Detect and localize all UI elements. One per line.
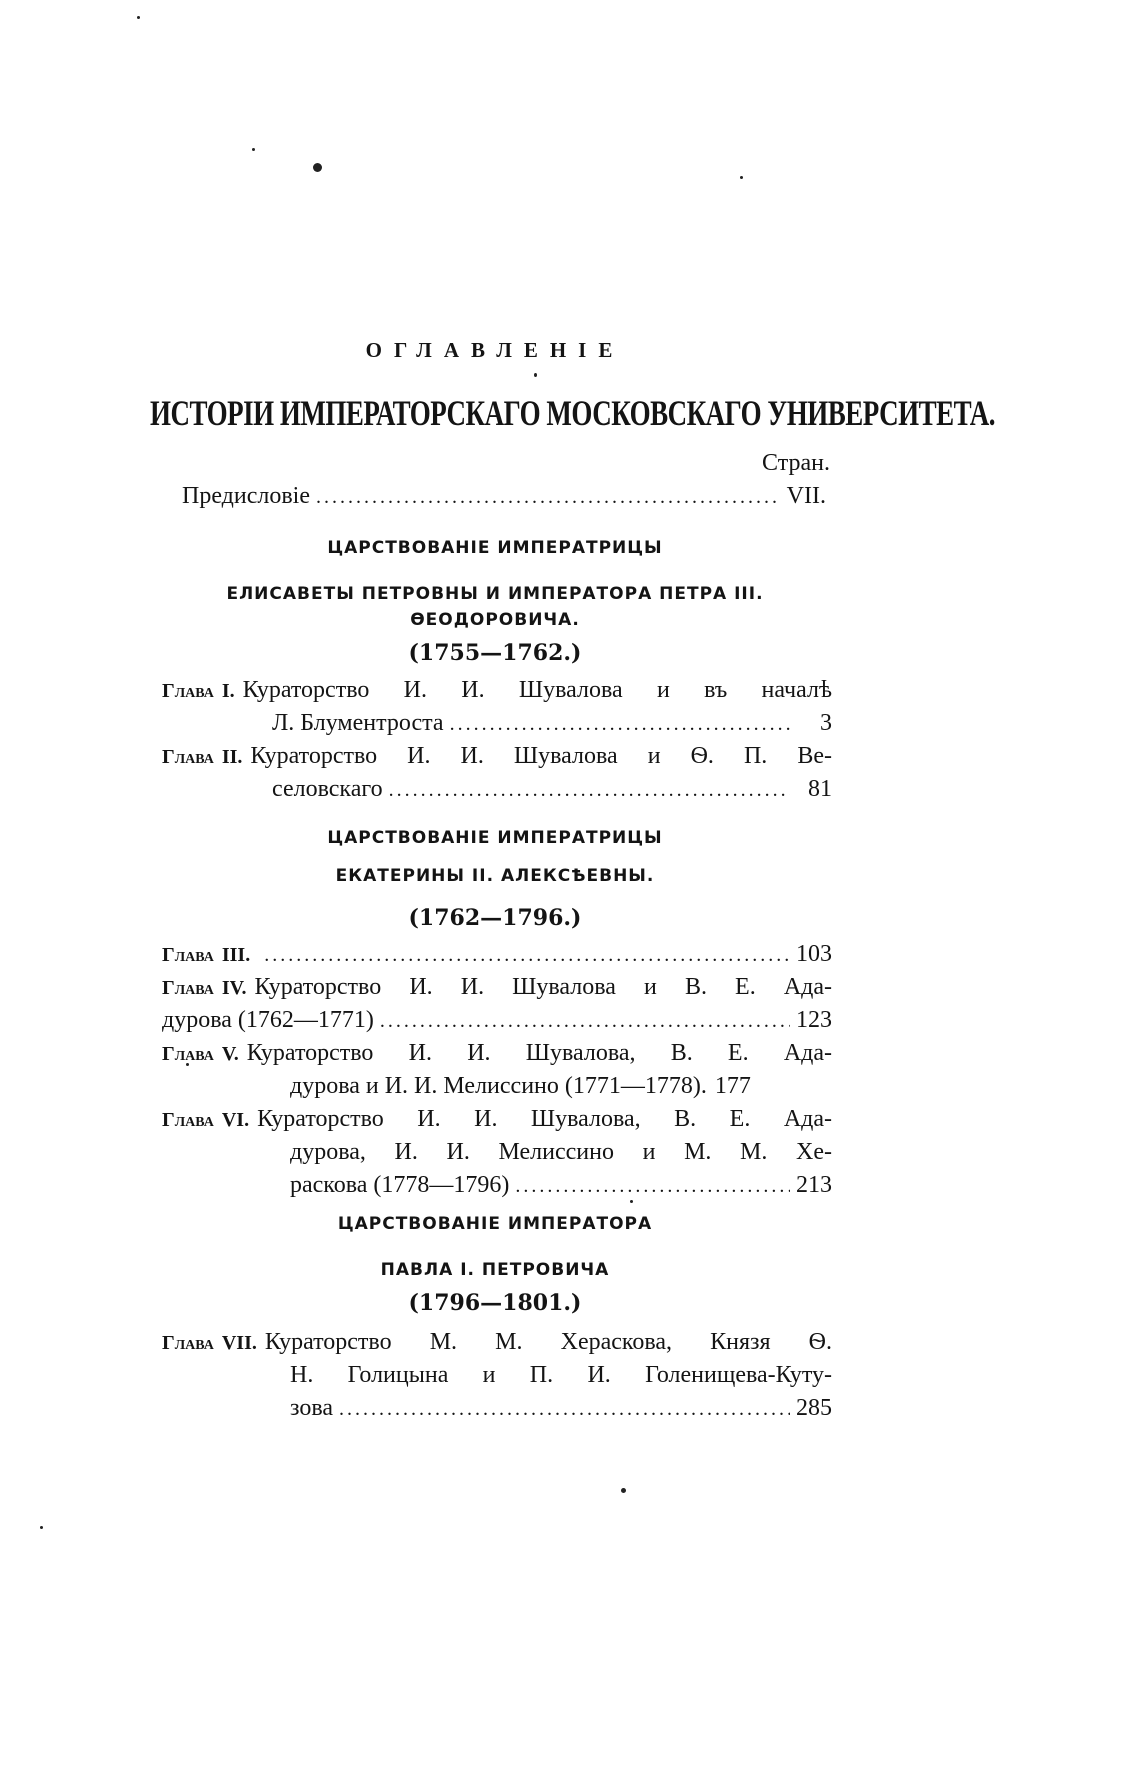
dot-leader	[389, 774, 790, 807]
chapter-page: 81	[808, 776, 832, 802]
chapter-page: 3	[820, 710, 832, 736]
chapter-title-line: дурова (1762—1771)	[162, 1007, 374, 1033]
scan-speck	[137, 16, 140, 19]
chapter-number: II.	[221, 746, 243, 768]
chapter-title-line: селовскаго	[272, 776, 383, 802]
toc-entry-chapter-6	[162, 1103, 832, 1202]
dot-leader	[264, 939, 790, 972]
chapter-word: Глава	[162, 1109, 214, 1131]
chapter-title-line: Кураторство И. И. Шувалова и въ началѣ	[242, 677, 832, 703]
chapter-word: Глава	[162, 1043, 214, 1065]
section-2-ruler: ЕКАТЕРИНЫ II. АЛЕКСѢЕВНЫ.	[335, 866, 655, 886]
toc-entry-preface	[182, 480, 826, 513]
chapter-title-line: Н. Голицына и П. И. Голенищева-Куту-	[290, 1362, 832, 1388]
chapter-title-line: Кураторство И. И. Шувалова, В. Е. Ада-	[246, 1040, 832, 1066]
section-2-years: (1762—1796.)	[408, 905, 582, 931]
section-1-reign: ЦАРСТВОВАНІЕ ИМПЕРАТРИЦЫ	[327, 538, 663, 558]
scan-speck	[534, 373, 537, 377]
chapter-title-line: раскова (1778—1796)	[290, 1172, 510, 1198]
section-1-years: (1755—1762.)	[408, 640, 582, 666]
chapter-number: VII.	[221, 1332, 257, 1354]
chapter-title-line: Кураторство И. И. Шувалова и Ѳ. П. Ве-	[250, 743, 832, 769]
chapter-title-line: Кураторство И. И. Шувалова и В. Е. Ада-	[254, 974, 832, 1000]
dot-leader	[450, 708, 790, 741]
dot-leader	[515, 1170, 790, 1203]
chapter-page: 213	[796, 1172, 832, 1198]
chapter-word: Глава	[162, 680, 214, 702]
chapter-number: V.	[221, 1043, 239, 1065]
chapter-page: 177	[714, 1073, 751, 1099]
section-1-ruler: ЕЛИСАВЕТЫ ПЕТРОВНЫ И ИМПЕРАТОРА ПЕТРА III.	[226, 584, 764, 604]
toc-entry-chapter-2	[162, 740, 832, 806]
section-1-ruler-cont: ѲЕОДОРОВИЧА.	[410, 610, 580, 630]
scan-speck	[740, 176, 743, 179]
chapter-number: III.	[221, 944, 251, 966]
scan-speck	[40, 1526, 43, 1529]
chapter-title-line: дурова и И. И. Мелиссино (1771—1778).	[290, 1073, 707, 1099]
chapter-page: 123	[796, 1007, 832, 1033]
chapter-word: Глава	[162, 746, 214, 768]
toc-entry-chapter-7	[162, 1326, 832, 1425]
preface-page: VII.	[786, 483, 826, 509]
chapter-title-line: зова	[290, 1395, 334, 1421]
chapter-title-line: дурова, И. И. Мелиссино и М. М. Хе-	[290, 1139, 832, 1165]
chapter-page: 103	[796, 941, 832, 967]
chapter-title-line: Л. Блументроста	[272, 710, 444, 736]
chapter-number: IV.	[221, 977, 247, 999]
chapter-number: I.	[221, 680, 235, 702]
section-2-reign: ЦАРСТВОВАНІЕ ИМПЕРАТРИЦЫ	[327, 828, 663, 848]
preface-label: Предисловіе	[182, 483, 311, 509]
chapter-word: Глава	[162, 944, 214, 966]
chapter-word: Глава	[162, 977, 214, 999]
scan-speck	[621, 1488, 626, 1493]
toc-entry-chapter-5	[162, 1037, 832, 1103]
toc-entry-chapter-4	[162, 971, 832, 1037]
section-3-reign: ЦАРСТВОВАНІЕ ИМПЕРАТОРА	[337, 1214, 653, 1234]
dot-leader	[316, 481, 781, 514]
toc-entry-chapter-3	[162, 938, 832, 971]
book-title: ИСТОРІИ ИМПЕРАТОРСКАГО МОСКОВСКАГО УНИВЕРСИТЕТА.	[150, 392, 996, 434]
scan-speck	[252, 148, 255, 151]
scan-speck	[313, 163, 322, 172]
section-3-ruler: ПАВЛА I. ПЕТРОВИЧА	[380, 1260, 610, 1280]
chapter-title-line: Кураторство И. И. Шувалова, В. Е. Ада-	[257, 1106, 832, 1132]
chapter-word: Глава	[162, 1332, 214, 1354]
chapter-title-line: Кураторство М. М. Хераскова, Князя Ѳ.	[264, 1329, 832, 1355]
toc-entry-chapter-1	[162, 674, 832, 740]
chapter-number: VI.	[221, 1109, 250, 1131]
section-3-years: (1796—1801.)	[408, 1290, 582, 1316]
chapter-page: 285	[796, 1395, 832, 1421]
dot-leader	[380, 1005, 790, 1038]
dot-leader	[339, 1393, 790, 1426]
contents-heading: ОГЛАВЛЕНІЕ	[365, 338, 625, 362]
page-column-label: Стран.	[762, 450, 830, 476]
